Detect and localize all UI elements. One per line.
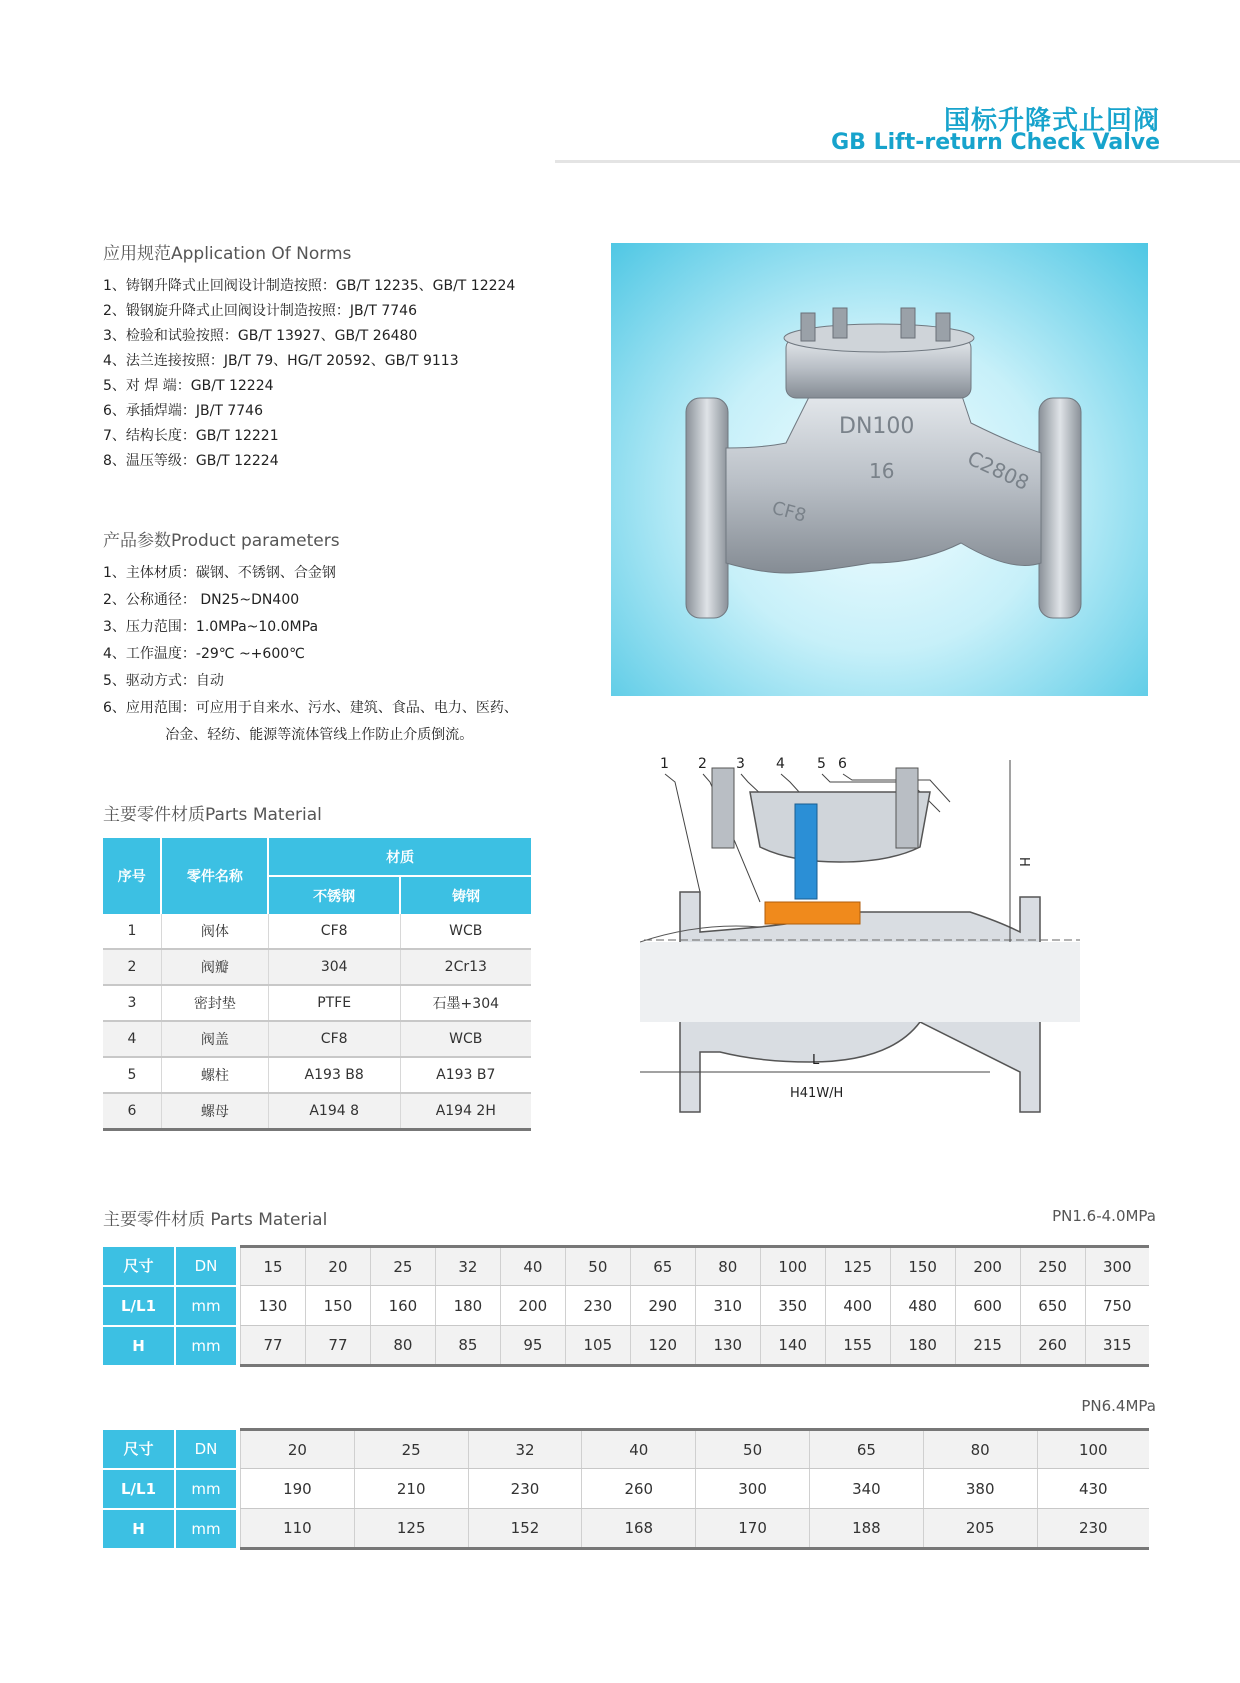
row-unit: DN (175, 1430, 236, 1469)
cell-value: 750 (1085, 1286, 1149, 1326)
cell-name: 阀盖 (161, 1021, 268, 1057)
cell-no: 2 (103, 949, 161, 985)
model-label: H41W/H (790, 1086, 844, 1101)
cell-value: 77 (241, 1326, 306, 1366)
norms-item: 5、对 焊 端：GB/T 12224 (103, 378, 274, 394)
cell-name: 螺柱 (161, 1057, 268, 1093)
params-item: 冶金、轻纺、能源等流体管线上作防止介质倒流。 (103, 727, 474, 743)
cell-no: 5 (103, 1057, 161, 1093)
cell-value: 50 (565, 1247, 630, 1286)
cell-no: 4 (103, 1021, 161, 1057)
pressure-label-1: PN1.6-4.0MPa (1052, 1207, 1156, 1225)
cell-cast: A194 2H (400, 1093, 531, 1130)
col-header-material: 材质 (268, 838, 531, 876)
cell-value: 215 (955, 1326, 1020, 1366)
cell-name: 阀体 (161, 914, 268, 949)
cell-cast: A193 B7 (400, 1057, 531, 1093)
cell-value: 230 (468, 1469, 582, 1509)
norms-item: 7、结构长度：GB/T 12221 (103, 428, 279, 444)
norms-item: 4、法兰连接按照：JB/T 79、HG/T 20592、GB/T 9113 (103, 353, 459, 369)
cell-cast: WCB (400, 914, 531, 949)
cell-value: 170 (696, 1509, 810, 1549)
callout-5: 5 (817, 756, 826, 772)
cell-value: 190 (241, 1469, 355, 1509)
row-label: H (103, 1509, 175, 1549)
row-label: L/L1 (103, 1286, 175, 1326)
cell-value: 380 (923, 1469, 1037, 1509)
cell-value: 100 (760, 1247, 825, 1286)
cell-value: 25 (354, 1430, 468, 1469)
row-unit: mm (175, 1509, 236, 1549)
cell-value: 105 (565, 1326, 630, 1366)
norms-item: 8、温压等级：GB/T 12224 (103, 453, 279, 469)
cell-value: 180 (435, 1286, 500, 1326)
table-row (103, 949, 531, 985)
parts-heading: 主要零件材质Parts Material (103, 805, 322, 825)
row-label: 尺寸 (103, 1247, 175, 1286)
cell-value: 65 (630, 1247, 695, 1286)
cast-text-model: C2808 (963, 445, 1033, 495)
callout-1: 1 (660, 756, 669, 772)
callout-4: 4 (776, 756, 785, 772)
table-row (103, 1057, 531, 1093)
cell-value: 32 (435, 1247, 500, 1286)
row-unit: DN (175, 1247, 236, 1286)
cell-value: 650 (1020, 1286, 1085, 1326)
cell-value: 230 (565, 1286, 630, 1326)
cell-cast: 石墨+304 (400, 985, 531, 1021)
cell-value: 80 (695, 1247, 760, 1286)
cell-value: 125 (825, 1247, 890, 1286)
cell-value: 40 (582, 1430, 696, 1469)
cell-stainless: A194 8 (268, 1093, 400, 1130)
table-row (103, 1093, 531, 1130)
cell-value: 480 (890, 1286, 955, 1326)
cell-value: 200 (955, 1247, 1020, 1286)
cell-stainless: CF8 (268, 914, 400, 949)
page-title-cn: 国标升降式止回阀 (943, 106, 1160, 136)
dimension-table-pn16-40 (103, 1245, 1149, 1367)
cell-no: 3 (103, 985, 161, 1021)
cell-value: 25 (370, 1247, 435, 1286)
params-item: 3、压力范围：1.0MPa~10.0MPa (103, 619, 319, 635)
cell-value: 85 (435, 1326, 500, 1366)
row-unit: mm (175, 1326, 236, 1366)
dims-heading: 主要零件材质 Parts Material (103, 1210, 328, 1230)
cell-value: 310 (695, 1286, 760, 1326)
cell-value: 130 (241, 1286, 306, 1326)
cell-value: 300 (1085, 1247, 1149, 1286)
row-label: L/L1 (103, 1469, 175, 1509)
col-header-no: 序号 (103, 838, 161, 914)
cell-name: 密封垫 (161, 985, 268, 1021)
callout-6: 6 (838, 756, 847, 772)
cell-name: 螺母 (161, 1093, 268, 1130)
cast-text-pn: 16 (869, 459, 895, 483)
cell-value: 15 (241, 1247, 306, 1286)
norms-list (103, 274, 515, 474)
table-row (103, 985, 531, 1021)
params-item: 5、驱动方式：自动 (103, 673, 224, 689)
cell-value: 80 (370, 1326, 435, 1366)
cell-value: 315 (1085, 1326, 1149, 1366)
cell-value: 50 (696, 1430, 810, 1469)
cell-value: 300 (696, 1469, 810, 1509)
row-label: H (103, 1326, 175, 1366)
params-item: 1、主体材质：碳钢、不锈钢、合金钢 (103, 565, 336, 581)
cell-value: 400 (825, 1286, 890, 1326)
cell-name: 阀瓣 (161, 949, 268, 985)
cell-value: 230 (1037, 1509, 1149, 1549)
row-unit: mm (175, 1469, 236, 1509)
table-row (103, 914, 531, 949)
valve-photo-illustration (611, 243, 1148, 696)
cell-value: 77 (305, 1326, 370, 1366)
cell-value: 430 (1037, 1469, 1149, 1509)
cell-value: 100 (1037, 1430, 1149, 1469)
cell-value: 20 (305, 1247, 370, 1286)
norms-item: 6、承插焊端：JB/T 7746 (103, 403, 263, 419)
cell-value: 150 (305, 1286, 370, 1326)
cell-value: 155 (825, 1326, 890, 1366)
params-list (103, 560, 518, 749)
table-row (103, 1021, 531, 1057)
cell-no: 6 (103, 1093, 161, 1130)
col-header-cast: 铸钢 (400, 876, 531, 914)
callout-2: 2 (698, 756, 707, 772)
header-divider (555, 160, 1240, 163)
cast-text-material: CF8 (769, 497, 809, 527)
cell-value: 340 (809, 1469, 923, 1509)
norms-item: 1、铸钢升降式止回阀设计制造按照：GB/T 12235、GB/T 12224 (103, 278, 516, 294)
cast-text-dn: DN100 (839, 414, 915, 439)
cell-cast: WCB (400, 1021, 531, 1057)
cell-value: 110 (241, 1509, 355, 1549)
parts-material-table (103, 838, 531, 1131)
table-row (103, 1430, 1149, 1469)
cell-value: 120 (630, 1326, 695, 1366)
cell-stainless: PTFE (268, 985, 400, 1021)
cell-value: 32 (468, 1430, 582, 1469)
cell-stainless: A193 B8 (268, 1057, 400, 1093)
cell-value: 260 (582, 1469, 696, 1509)
params-heading: 产品参数Product parameters (103, 531, 340, 551)
page-title-en: GB Lift-return Check Valve (831, 130, 1160, 155)
cell-no: 1 (103, 914, 161, 949)
cell-value: 80 (923, 1430, 1037, 1469)
cell-value: 160 (370, 1286, 435, 1326)
cell-value: 40 (500, 1247, 565, 1286)
table-row (103, 1326, 1149, 1366)
cell-value: 188 (809, 1509, 923, 1549)
table-row (103, 1247, 1149, 1286)
col-header-stainless: 不锈钢 (268, 876, 400, 914)
product-photo (611, 243, 1148, 696)
cell-stainless: 304 (268, 949, 400, 985)
cell-value: 260 (1020, 1326, 1085, 1366)
cell-value: 200 (500, 1286, 565, 1326)
pressure-label-2: PN6.4MPa (1081, 1397, 1156, 1415)
dim-label-h: H (1016, 857, 1031, 867)
norms-item: 2、锻钢旋升降式止回阀设计制造按照：JB/T 7746 (103, 303, 417, 319)
dimension-table-pn64 (103, 1428, 1149, 1550)
table-row (103, 1469, 1149, 1509)
cell-value: 168 (582, 1509, 696, 1549)
cell-value: 250 (1020, 1247, 1085, 1286)
dim-label-l: L (812, 1053, 820, 1068)
cell-value: 350 (760, 1286, 825, 1326)
params-item: 6、应用范围：可应用于自来水、污水、建筑、食品、电力、医药、 (103, 700, 518, 716)
cell-value: 140 (760, 1326, 825, 1366)
cell-value: 290 (630, 1286, 695, 1326)
cell-value: 20 (241, 1430, 355, 1469)
cross-section-diagram (640, 752, 1100, 1182)
row-unit: mm (175, 1286, 236, 1326)
cell-value: 210 (354, 1469, 468, 1509)
cell-value: 152 (468, 1509, 582, 1549)
params-item: 2、公称通径： DN25~DN400 (103, 592, 300, 608)
callout-3: 3 (736, 756, 745, 772)
cell-value: 65 (809, 1430, 923, 1469)
cell-stainless: CF8 (268, 1021, 400, 1057)
cell-value: 150 (890, 1247, 955, 1286)
norms-item: 3、检验和试验按照：GB/T 13927、GB/T 26480 (103, 328, 418, 344)
cell-value: 125 (354, 1509, 468, 1549)
row-label: 尺寸 (103, 1430, 175, 1469)
norms-heading: 应用规范Application Of Norms (103, 244, 352, 264)
col-header-name: 零件名称 (161, 838, 268, 914)
params-item: 4、工作温度：-29℃ ~+600℃ (103, 646, 305, 662)
cell-cast: 2Cr13 (400, 949, 531, 985)
cell-value: 130 (695, 1326, 760, 1366)
cell-value: 180 (890, 1326, 955, 1366)
cell-value: 205 (923, 1509, 1037, 1549)
table-row (103, 1286, 1149, 1326)
cell-value: 600 (955, 1286, 1020, 1326)
cell-value: 95 (500, 1326, 565, 1366)
table-row (103, 1509, 1149, 1549)
